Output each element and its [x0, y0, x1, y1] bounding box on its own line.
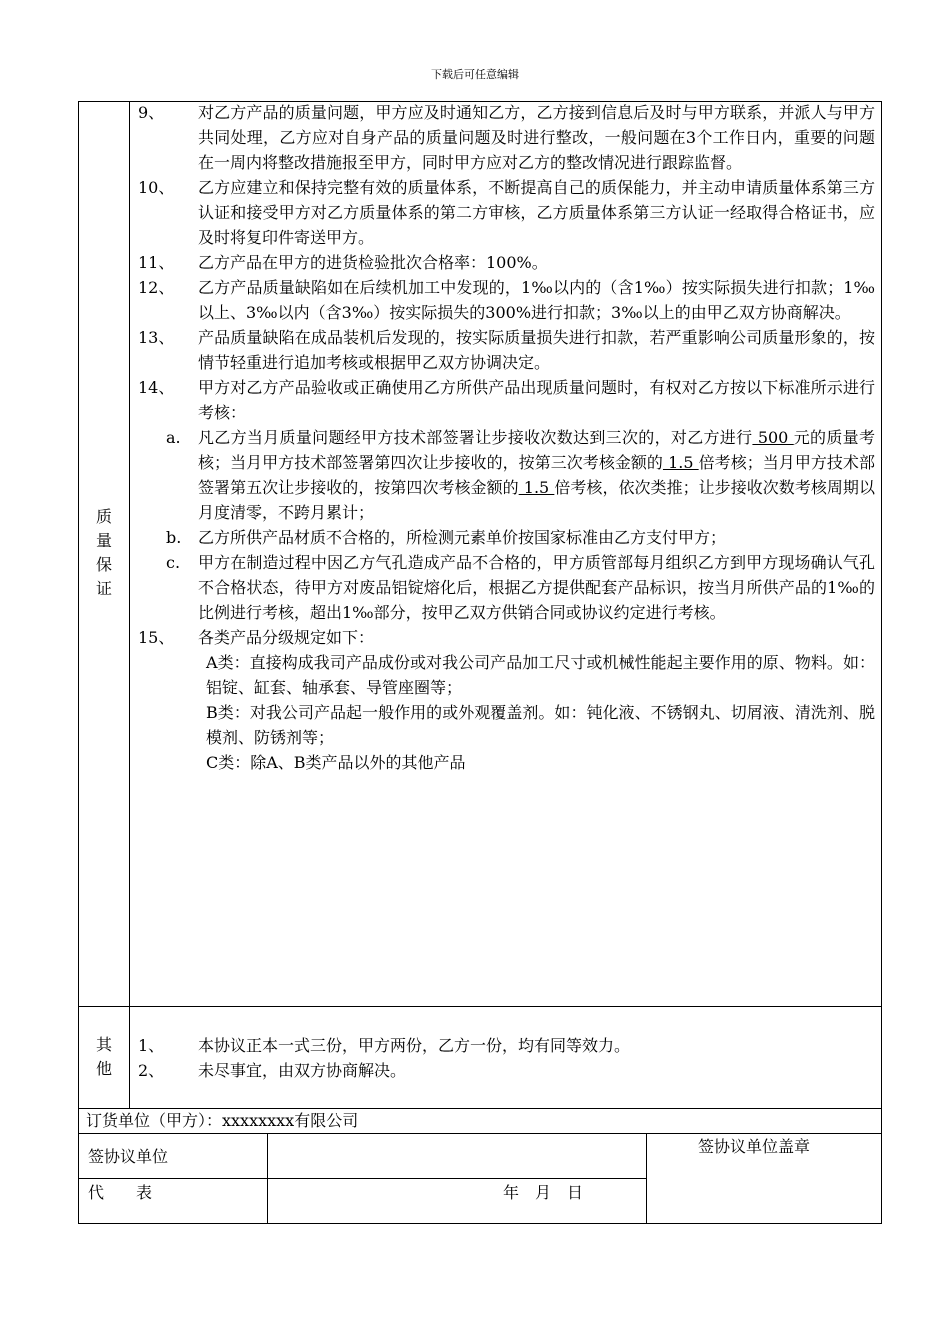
other-section-label: 其 他 [95, 1035, 112, 1078]
representative-label: 代 表 [88, 1183, 153, 1202]
seal-label: 签协议单位盖章 [698, 1137, 811, 1156]
penalty-multiplier: 1.5 [518, 478, 555, 497]
quality-clauses [138, 100, 875, 775]
clause-15: 15、 各类产品分级规定如下： [138, 628, 375, 647]
other-clauses [138, 1033, 875, 1083]
sign-unit-label: 签协议单位 [88, 1147, 169, 1166]
quality-section-label: 质 量 保 证 [95, 507, 112, 598]
page-header: 下载后可任意编辑 [431, 68, 519, 81]
table-border [129, 101, 130, 1109]
buyer-unit: 订货单位（甲方）：xxxxxxxx有限公司 [86, 1111, 359, 1130]
clause-14-a: a. 凡乙方当月质量问题经甲方技术部签署让步接收次数达到三次的，对乙方进行 500 元的质量考核；当月甲方技术部签署第四次让步接收的，按第三次考核金额的 1.5 倍考核；当月甲方技术部签署第五次让步接收的，按第四次考核金额的 1.5 倍考核，依次类推；让步接收次数考核周期以月度清零，不跨月累计； [166, 428, 875, 522]
table-border [881, 101, 882, 1224]
clause-12: 12、 乙方产品质量缺陷如在后续机加工中发现的，1‰以内的（含1‰）按实际损失进行扣款；1‰以上、3‰以内（含3‰）按实际损失的300%进行扣款；3‰以上的由甲乙双方协商解决。 [138, 278, 875, 322]
penalty-amount: 500 [752, 428, 794, 447]
clause-14-c: c. 甲方在制造过程中因乙方气孔造成产品不合格的，甲方质管部每月组织乙方到甲方现场确认气孔不合格状态，待甲方对废品铝锭熔化后，根据乙方提供配套产品标识，按当月所供产品的1‰的比例进行考核，超出1‰部分，按甲乙双方供销合同或协议约定进行考核。 [166, 553, 875, 622]
class-c: C类：除A、B类产品以外的其他产品 [206, 753, 466, 772]
other-clause-2: 2、 未尽事宜，由双方协商解决。 [138, 1061, 407, 1080]
clause-10: 10、 乙方应建立和保持完整有效的质量体系，不断提高自己的质保能力，并主动申请质量体系第三方认证和接受甲方对乙方质量体系的第二方审核，乙方质量体系第三方认证一经取得合格证书，应及时将复印件寄送甲方。 [138, 178, 875, 247]
table-border [78, 1178, 646, 1179]
table-border [78, 1223, 882, 1224]
table-border [78, 1108, 882, 1109]
clause-14: 14、 甲方对乙方产品验收或正确使用乙方所供产品出现质量问题时，有权对乙方按以下标准所示进行考核： [138, 378, 875, 422]
penalty-multiplier: 1.5 [662, 453, 699, 472]
class-a: A类：直接构成我司产品成份或对我公司产品加工尺寸或机械性能起主要作用的原、物料。如：铝锭、缸套、轴承套、导管座圈等； [206, 653, 875, 697]
other-clause-1: 1、 本协议正本一式三份，甲方两份，乙方一份，均有同等效力。 [138, 1036, 631, 1055]
clause-14-b: b. 乙方所供产品材质不合格的，所检测元素单价按国家标准由乙方支付甲方； [166, 528, 727, 547]
table-border [78, 101, 79, 1224]
clause-11: 11、 乙方产品在甲方的进货检验批次合格率：100%。 [138, 253, 548, 272]
clause-9: 9、 对乙方产品的质量问题，甲方应及时通知乙方，乙方接到信息后及时与甲方联系，并派人与甲方共同处理，乙方应对自身产品的质量问题及时进行整改，一般问题在3个工作日内，重要的问题在一周内将整改措施报至甲方，同时甲方应对乙方的整改情况进行跟踪监督。 [138, 103, 875, 172]
table-border [78, 1133, 882, 1134]
table-border [267, 1133, 268, 1224]
table-border [646, 1133, 647, 1224]
date-label: 年 月 日 [503, 1183, 584, 1202]
table-border [78, 1006, 882, 1007]
clause-13: 13、 产品质量缺陷在成品装机后发现的，按实际质量损失进行扣款，若严重影响公司质量形象的，按情节轻重进行追加考核或根据甲乙双方协调决定。 [138, 328, 875, 372]
class-b: B类：对我公司产品起一般作用的或外观覆盖剂。如：钝化液、不锈钢丸、切屑液、清洗剂、脱模剂、防锈剂等； [206, 703, 875, 747]
